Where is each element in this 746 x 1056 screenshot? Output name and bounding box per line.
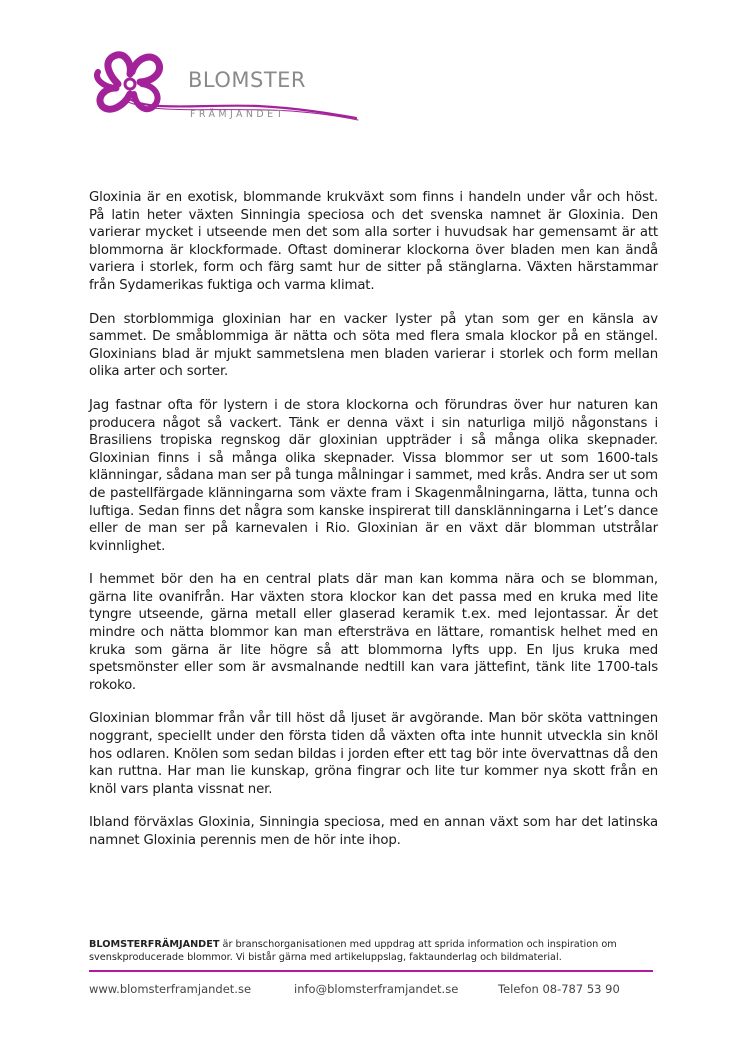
paragraph: Gloxinia är en exotisk, blommande krukväxt som finns i handeln under vår och höst. På latin heter växten Sinningia speciosa och det svenska namnet är Gloxinia. Den varierar mycket i utseende men det som alla sorter i huvudsak har gemensamt är att blommorna är klockformade. Oftast dominerar klockorna över bladen men kan ändå variera i storlek, form och färg samt hur de sitter på stänglarna. Växten härstammar från Sydamerikas fuktiga och varma klimat. [89, 190, 658, 293]
footer-divider [89, 970, 653, 972]
paragraph: Ibland förväxlas Gloxinia, Sinningia speciosa, med en annan växt som har det latinska namnet Gloxinia perennis men de hör inte ihop. [89, 815, 658, 848]
paragraph: I hemmet bör den ha en central plats där man kan komma nära och se blomman, gärna lite ovanifrån. Har växten stora klockor kan det passa med en kruka med lite tyngre utseende, gärna metall eller glaserad keramik t.ex. med lejontassar. Är det mindre och nätta blommor kan man eftersträva en lättare, romantisk helhet med en kruka som gärna är lite högre så att blommorna lyfts upp. En ljus kruka med spetsmönster eller som är avsmalnande nedtill kan vara jättefint, tänk lite 1700-tals rokoko. [89, 572, 658, 693]
paragraph: Jag fastnar ofta för lystern i de stora klockorna och förundras över hur naturen kan producera något så vackert. Tänk er denna växt i sin naturliga miljö någonstans i Brasiliens tropiska regnskog där gloxinian uppträder i så många olika skepnader. Gloxinian finns i så många olika skepnader. Vissa blommor ser ut som 1600-tals klänningar, sådana man ser på tunga målningar i sammet, med krås. Andra ser ut som de pastellfärgade klänningarna som växte fram i Skagenmålningarna, lätta, tunna och luftiga. Sedan finns det några som kanske inspirerat till dansklänningarna i Let’s dance eller de man ser på karnevalen i Rio. Gloxinian är en växt där blomman utstrålar kvinnlighet. [89, 397, 658, 554]
phone-number: Telefon 08-787 53 90 [498, 982, 620, 996]
footer-note [89, 938, 664, 964]
org-description: är branschorganisationen med uppdrag att sprida information och inspiration om svenskproducerade blommor. Vi bistår gärna med artikeluppslag, faktaunderlag och bildmaterial. [89, 939, 617, 963]
brand-subtitle: FRÄMJANDET [190, 109, 286, 120]
article-body [89, 189, 658, 866]
website-link[interactable]: www.blomsterframjandet.se [89, 982, 252, 996]
paragraph: Gloxinian blommar från vår till höst då ljuset är avgörande. Man bör sköta vattningen noggrant, speciellt under den första tiden då växten ofta inte hunnit utveckla sin knöl hos odlaren. Knölen som sedan bildas i jorden efter ett tag bör inte övervattnas då den kan ruttna. Har man lie kunskap, gröna fingrar och lite tur kommer nya skott från en knöl vars planta vissnat ner. [89, 711, 658, 797]
brand-name: BLOMSTER [188, 68, 307, 92]
email-link[interactable]: info@blomsterframjandet.se [294, 982, 459, 996]
logo [88, 48, 363, 128]
org-name: BLOMSTERFRÄMJANDET [89, 939, 220, 950]
paragraph: Den storblommiga gloxinian har en vacker lyster på ytan som ger en känsla av sammet. De småblommiga är nätta och söta med flera smala klockor på en stängel. Gloxinians blad är mjukt sammetslena men bladen varierar i storlek och form mellan olika arter och sorter. [89, 311, 658, 380]
